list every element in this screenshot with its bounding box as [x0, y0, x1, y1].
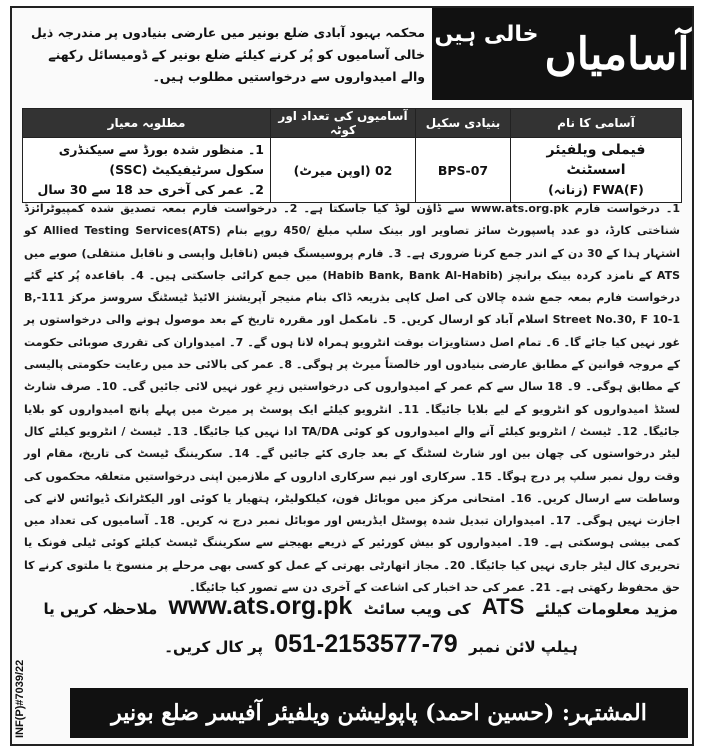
helpline-label: ہیلپ لائن نمبر: [468, 638, 578, 656]
contact-info: [43, 586, 678, 666]
header-criteria: مطلوبہ معیار: [23, 109, 271, 138]
website-link[interactable]: www.ats.org.pk: [168, 592, 353, 620]
page-subtitle: خالی ہیں: [434, 22, 539, 47]
cell-post: [511, 138, 682, 203]
vacancy-table: [22, 108, 682, 203]
post-code: FWA(F) (زنانہ): [548, 182, 644, 197]
cell-scale: BPS-07: [416, 138, 511, 203]
header: [12, 8, 692, 100]
page-title: آسامیاں: [544, 28, 690, 80]
intro-text: محکمہ بہبود آبادی ضلع بونیر میں عارضی بنیادوں پر مندرجہ ذیل خالی آسامیوں کو پُر کرنے کیلئے ضلع بونیر کے ڈومیسائل رکھنے والے امیدواروں سے درخواستیں مطلوب ہیں۔: [31, 25, 425, 84]
contact-website-label: کی ویب سائٹ: [363, 600, 471, 618]
advertisement-frame: [10, 6, 694, 746]
advertiser-footer: المشتہر: (حسین احمد) پاپولیشن ویلفیئر آفیسر ضلع بونیر: [70, 688, 688, 738]
table-header-row: [23, 109, 682, 138]
contact-row-phone: [64, 630, 678, 659]
contact-row-website: [43, 592, 678, 621]
header-post: آسامی کا نام: [511, 109, 682, 138]
ats-label: ATS: [481, 594, 525, 619]
title-block: [432, 8, 692, 100]
contact-suffix: ملاحظہ کریں یا: [43, 600, 158, 618]
criteria-1: 1۔ منظور شدہ بورڈ سے سیکنڈری سکول سرٹیفیکیٹ (SSC): [58, 142, 264, 177]
table-row: [23, 138, 682, 203]
contact-prefix: مزید معلومات کیلئے: [535, 600, 678, 618]
header-scale: بنیادی سکیل: [416, 109, 511, 138]
header-count: آسامیوں کی تعداد اور کوٹہ: [271, 109, 416, 138]
helpline-number[interactable]: 051-2153577-79: [274, 630, 458, 658]
helpline-suffix: پر کال کریں۔: [164, 638, 263, 656]
ref-code-wrap: [14, 659, 30, 738]
criteria-2: 2۔ عمر کی آخری حد 18 سے 30 سال: [37, 182, 264, 197]
cell-count: 02 (اوپن میرٹ): [271, 138, 416, 203]
post-name: فیملی ویلفیئر اسسٹنٹ: [546, 142, 646, 178]
terms-and-conditions: 1۔ درخواست فارم www.ats.org.pk سے ڈاؤن لوڈ کیا جاسکتا ہے۔ 2۔ درخواست فارم بمعہ تصدیق شدہ کمپیوٹرائزڈ شناختی کارڈ، دو عدد پاسپورٹ سائز تصاویر اور بینک سلپ مبلغ /450 روپے بنام Allied Testing Services(ATS) کو اشتہار ہذا کے 30 دن کے اندر جمع کرنا ضروری ہے۔ 3۔ فارم پروسیسنگ فیس (ناقابل واپسی و ناقابل منتقلی) صوبے میں ATS کے نامزد کردہ بینک برانچز (Habib Bank, Bank Al-Habib) میں جمع کرائی جاسکتی ہیں۔ 4۔ باقاعدہ پُر کئے گئے درخواست فارم بمعہ جمع شدہ چالان کی اصل کاپی بذریعہ ڈاک بنام منیجر آپریشنز الائیڈ ٹیسٹنگ سروسز مرکز 111-B, Street No.30, F 10-1 اسلام آباد کو ارسال کریں۔ 5۔ نامکمل اور مقررہ تاریخ کے بعد موصول ہونے والی درخواستوں پر غور نہیں کیا جائے گا۔ 6۔ تمام اصل دستاویزات بوقت انٹرویو ہمراہ لانا ہوں گے۔ 7۔ امیدواران کی تقرری صوبائی حکومت کے مروجہ قوانین کے مطابق عارضی بنیادوں اور خالصتاً میرٹ پر ہوگی۔ 8۔ عمر کی بالائی حد میں رعایت حکومتی پالیسی کے مطابق ہوگی۔ 9۔ 18 سال سے کم عمر کے امیدواروں کی درخواستیں زیرِ غور نہیں لائی جائیں گی۔ 10۔ صرف شارٹ لسٹڈ امیدواروں کو انٹرویو کے لیے بلایا جائیگا۔ 11۔ انٹرویو کیلئے ایک پوسٹ پر میرٹ میں پہلے پانچ امیدواروں کو بلایا جائیگا۔ 12۔ ٹیسٹ / انٹرویو کیلئے آنے والے امیدواروں کو کوئی TA/DA ادا نہیں کیا جائیگا۔ 13۔ ٹیسٹ / انٹرویو کیلئے کال لیٹر درخواستوں کی چھان بین اور شارٹ لسٹنگ کے بعد جاری کئے جائیں گے۔ 14۔ سکریننگ ٹیسٹ کی تاریخ، مقام اور وقت رول نمبر سلپ پر درج ہوگا۔ 15۔ سرکاری اور نیم سرکاری اداروں کے ملازمین اپنی درخواستیں متعلقہ محکموں کی وساطت سے ارسال کریں۔ 16۔ امتحانی مرکز میں موبائل فون، کیلکولیٹر، ہتھیار یا کوئی اور الیکٹرانک ڈیوائس لانے کی اجازت نہیں ہوگی۔ 17۔ امیدواران تبدیل شدہ پوسٹل ایڈریس اور موبائل نمبر درج نہ کریں۔ 18۔ آسامیوں کی تعداد میں کمی بیشی ہوسکتی ہے۔ 19۔ امیدواروں کو بیش کورئیر کے ذریعے بھیجنے سے سکریننگ ٹیسٹ کیلئے کوئی ٹیلی فونک یا تحریری کال لیٹر جاری نہیں کیا جائیگا۔ 20۔ مجاز اتھارٹی بھرتی کے عمل کو کسی بھی مرحلے پر منسوخ یا ملتوی کرنے کا حق محفوظ رکھتی ہے۔ 21۔ عمر کی حد اخبار کی اشاعت کے آخری دن سے تصور کیا جائیگا۔: [24, 202, 681, 595]
cell-criteria: [23, 138, 271, 203]
reference-code: INF(P)#7039/22: [14, 659, 26, 738]
